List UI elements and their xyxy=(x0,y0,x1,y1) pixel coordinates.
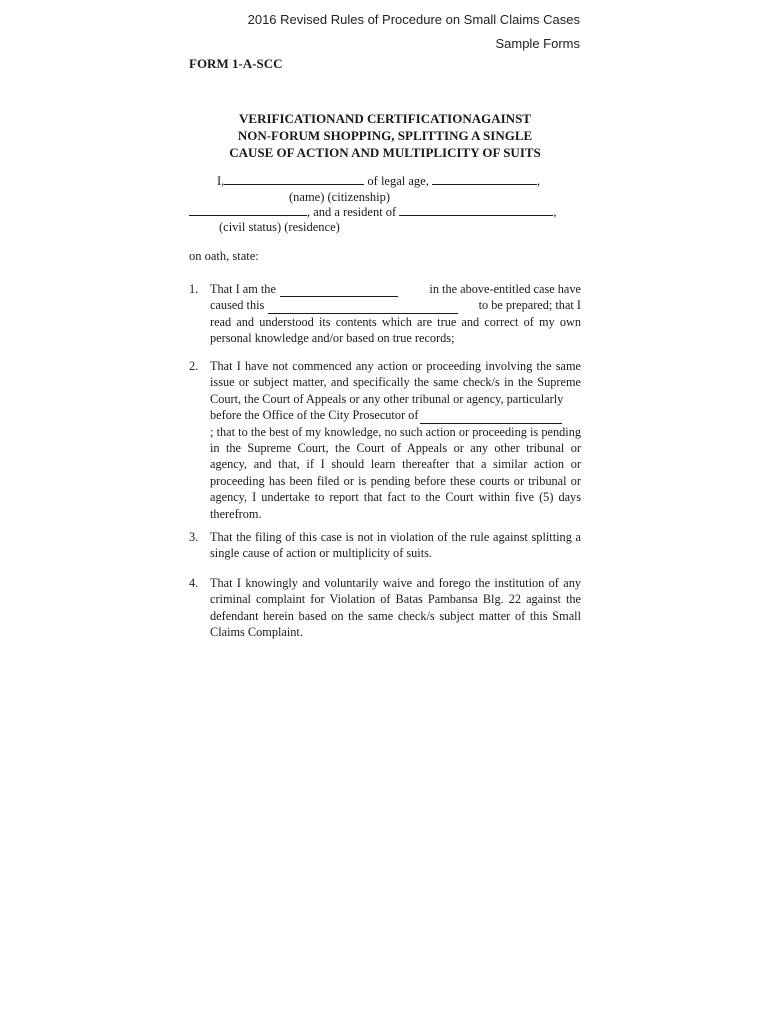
party-role-blank[interactable] xyxy=(280,284,398,297)
document-type-blank[interactable] xyxy=(268,301,458,314)
title-line-3: CAUSE OF ACTION AND MULTIPLICITY OF SUITS xyxy=(229,145,541,160)
list-item-1: 1. That I am the in the above-entitled case have caused this to be prepared; that I read and understood its contents which are true and correct of my own personal knowledge and/or based on true records; xyxy=(189,282,581,346)
intro-line-2: , and a resident of , xyxy=(189,204,556,220)
city-prosecutor-blank[interactable] xyxy=(420,411,562,424)
list-item-3: 3. That the filing of this case is not in violation of the rule against splitting a single cause of action or multiplicity of suits. xyxy=(189,530,581,561)
residence-blank[interactable] xyxy=(399,204,553,216)
running-header-subtitle: Sample Forms xyxy=(495,36,580,51)
title-line-1: VERIFICATIONAND CERTIFICATIONAGAINST xyxy=(239,111,531,126)
name-blank[interactable] xyxy=(224,173,364,185)
document-title xyxy=(190,110,580,161)
title-line-2: NON-FORUM SHOPPING, SPLITTING A SINGLE xyxy=(237,128,533,143)
on-oath-text: on oath, state: xyxy=(189,249,259,263)
age-blank[interactable] xyxy=(432,173,537,185)
civil-status-blank[interactable] xyxy=(189,204,307,216)
label-name-citizenship: (name) (citizenship) xyxy=(289,190,390,204)
list-item-2: 2. That I have not commenced any action or proceeding involving the same issue or subject matter, and specifically the same check/s in the Supreme Court, the Court of Appeals or any other tribunal or agency, particularly before the Office of the City Prosecutor of ; that to the best of my knowledge, no such action or proceeding is pending in the Supreme Court, the Court of Appeals or any other tribunal or agency, and that, if I should learn thereafter that a similar action or proceeding has been filed or is pending before these courts or tribunal or agency, I undertake to report that fact to the Court within five (5) days therefrom. xyxy=(189,359,581,521)
label-civil-residence: (civil status) (residence) xyxy=(219,220,340,234)
running-header-title: 2016 Revised Rules of Procedure on Small Claims Cases xyxy=(247,12,580,27)
form-code: FORM 1-A-SCC xyxy=(189,56,283,71)
list-item-4: 4. That I knowingly and voluntarily waive and forego the institution of any criminal complaint for Violation of Batas Pambansa Blg. 22 against the defendant herein based on the same check/s subject matter of this Small Claims Complaint. xyxy=(189,576,581,640)
intro-line-1: I, of legal age, , xyxy=(217,174,541,188)
